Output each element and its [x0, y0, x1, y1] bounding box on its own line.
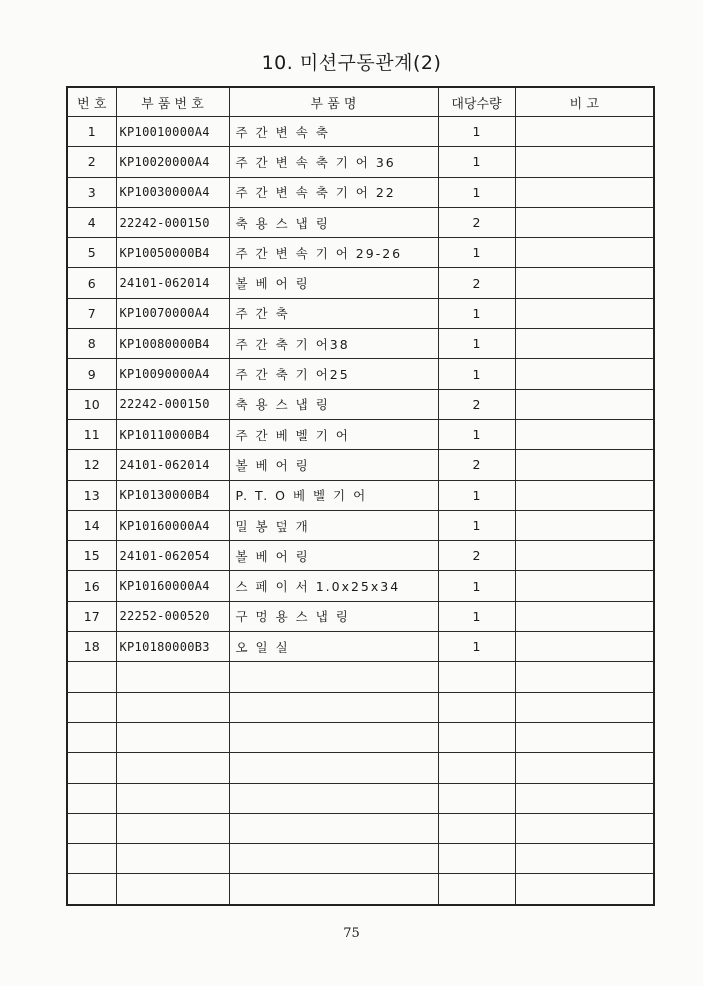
- cell-name: 축 용 스 냅 링: [229, 389, 438, 419]
- table-row: [67, 359, 654, 389]
- header-part-no: 부 품 번 호: [116, 87, 229, 117]
- cell-name: 볼 베 어 링: [229, 268, 438, 298]
- cell-qty: 1: [438, 298, 515, 328]
- cell-no: 9: [67, 359, 116, 389]
- empty-cell: [515, 844, 654, 874]
- cell-no: 12: [67, 450, 116, 480]
- cell-part-no: 22242-000150: [116, 207, 229, 237]
- table-row: [67, 389, 654, 419]
- cell-remark: [515, 571, 654, 601]
- cell-remark: [515, 177, 654, 207]
- cell-remark: [515, 480, 654, 510]
- empty-cell: [67, 813, 116, 843]
- parts-table: [66, 86, 655, 906]
- empty-cell: [515, 722, 654, 752]
- cell-no: 7: [67, 298, 116, 328]
- table-row: [67, 268, 654, 298]
- cell-no: 4: [67, 207, 116, 237]
- cell-remark: [515, 541, 654, 571]
- cell-remark: [515, 117, 654, 147]
- cell-qty: 1: [438, 601, 515, 631]
- cell-no: 15: [67, 541, 116, 571]
- cell-remark: [515, 510, 654, 540]
- cell-part-no: KP10070000A4: [116, 298, 229, 328]
- cell-part-no: 22242-000150: [116, 389, 229, 419]
- empty-cell: [229, 874, 438, 905]
- cell-remark: [515, 329, 654, 359]
- table-row: [67, 510, 654, 540]
- cell-name: 축 용 스 냅 링: [229, 207, 438, 237]
- empty-row: [67, 783, 654, 813]
- empty-cell: [67, 692, 116, 722]
- empty-cell: [515, 753, 654, 783]
- cell-no: 18: [67, 632, 116, 662]
- cell-no: 17: [67, 601, 116, 631]
- empty-cell: [515, 783, 654, 813]
- empty-cell: [515, 813, 654, 843]
- empty-cell: [438, 753, 515, 783]
- cell-remark: [515, 298, 654, 328]
- empty-row: [67, 722, 654, 752]
- empty-cell: [438, 783, 515, 813]
- empty-cell: [67, 783, 116, 813]
- empty-cell: [116, 783, 229, 813]
- cell-qty: 1: [438, 238, 515, 268]
- header-qty: 대당수량: [438, 87, 515, 117]
- empty-row: [67, 662, 654, 692]
- table-row: [67, 541, 654, 571]
- cell-part-no: 24101-062014: [116, 268, 229, 298]
- cell-no: 13: [67, 480, 116, 510]
- cell-qty: 1: [438, 147, 515, 177]
- cell-part-no: KP10130000B4: [116, 480, 229, 510]
- empty-cell: [116, 753, 229, 783]
- empty-row: [67, 813, 654, 843]
- cell-name: 주 간 변 속 축 기 어 36: [229, 147, 438, 177]
- empty-cell: [116, 722, 229, 752]
- empty-cell: [229, 783, 438, 813]
- cell-remark: [515, 207, 654, 237]
- table-row: [67, 419, 654, 449]
- header-name: 부 품 명: [229, 87, 438, 117]
- header-no: 번 호: [67, 87, 116, 117]
- empty-cell: [67, 662, 116, 692]
- cell-no: 2: [67, 147, 116, 177]
- cell-no: 16: [67, 571, 116, 601]
- cell-qty: 2: [438, 450, 515, 480]
- cell-remark: [515, 238, 654, 268]
- empty-cell: [116, 844, 229, 874]
- empty-cell: [67, 753, 116, 783]
- empty-cell: [438, 722, 515, 752]
- empty-cell: [229, 722, 438, 752]
- cell-name: 주 간 변 속 축 기 어 22: [229, 177, 438, 207]
- cell-qty: 1: [438, 571, 515, 601]
- cell-name: 밀 봉 덮 개: [229, 510, 438, 540]
- table-row: [67, 298, 654, 328]
- cell-name: 볼 베 어 링: [229, 450, 438, 480]
- table-row: [67, 177, 654, 207]
- cell-part-no: KP10160000A4: [116, 510, 229, 540]
- empty-cell: [438, 692, 515, 722]
- cell-part-no: KP10090000A4: [116, 359, 229, 389]
- empty-row: [67, 753, 654, 783]
- cell-no: 6: [67, 268, 116, 298]
- cell-qty: 1: [438, 480, 515, 510]
- cell-name: P. T. O 베 벨 기 어: [229, 480, 438, 510]
- header-row: [67, 87, 654, 117]
- cell-qty: 1: [438, 419, 515, 449]
- cell-part-no: KP10080000B4: [116, 329, 229, 359]
- empty-cell: [116, 813, 229, 843]
- cell-name: 주 간 축 기 어25: [229, 359, 438, 389]
- cell-name: 주 간 변 속 기 어 29-26: [229, 238, 438, 268]
- empty-cell: [515, 692, 654, 722]
- cell-qty: 2: [438, 207, 515, 237]
- table-row: [67, 632, 654, 662]
- cell-part-no: 24101-062054: [116, 541, 229, 571]
- cell-qty: 1: [438, 177, 515, 207]
- table-row: [67, 329, 654, 359]
- empty-cell: [438, 874, 515, 905]
- cell-qty: 1: [438, 117, 515, 147]
- cell-qty: 1: [438, 632, 515, 662]
- cell-remark: [515, 419, 654, 449]
- cell-part-no: KP10030000A4: [116, 177, 229, 207]
- cell-name: 주 간 축: [229, 298, 438, 328]
- cell-name: 볼 베 어 링: [229, 541, 438, 571]
- page-title: 10. 미션구동관계(2): [261, 52, 442, 74]
- empty-row: [67, 844, 654, 874]
- cell-no: 8: [67, 329, 116, 359]
- table-row: [67, 147, 654, 177]
- empty-cell: [229, 813, 438, 843]
- cell-name: 주 간 변 속 축: [229, 117, 438, 147]
- empty-cell: [67, 844, 116, 874]
- empty-cell: [229, 753, 438, 783]
- empty-cell: [229, 692, 438, 722]
- cell-no: 5: [67, 238, 116, 268]
- cell-qty: 2: [438, 541, 515, 571]
- cell-remark: [515, 389, 654, 419]
- empty-cell: [116, 662, 229, 692]
- empty-row: [67, 692, 654, 722]
- cell-part-no: KP10180000B3: [116, 632, 229, 662]
- header-remark: 비 고: [515, 87, 654, 117]
- cell-remark: [515, 601, 654, 631]
- empty-cell: [229, 662, 438, 692]
- empty-cell: [438, 662, 515, 692]
- cell-name: 오 일 실: [229, 632, 438, 662]
- cell-remark: [515, 268, 654, 298]
- cell-part-no: KP10050000B4: [116, 238, 229, 268]
- empty-cell: [116, 874, 229, 905]
- empty-row: [67, 874, 654, 905]
- cell-part-no: 24101-062014: [116, 450, 229, 480]
- cell-name: 스 페 이 서 1.0x25x34: [229, 571, 438, 601]
- cell-part-no: KP10160000A4: [116, 571, 229, 601]
- cell-name: 주 간 축 기 어38: [229, 329, 438, 359]
- cell-no: 11: [67, 419, 116, 449]
- empty-cell: [438, 813, 515, 843]
- empty-cell: [229, 844, 438, 874]
- cell-remark: [515, 450, 654, 480]
- table-row: [67, 238, 654, 268]
- empty-cell: [438, 844, 515, 874]
- table-row: [67, 601, 654, 631]
- cell-qty: 1: [438, 510, 515, 540]
- cell-part-no: KP10020000A4: [116, 147, 229, 177]
- cell-remark: [515, 632, 654, 662]
- table-row: [67, 571, 654, 601]
- empty-cell: [67, 874, 116, 905]
- cell-no: 10: [67, 389, 116, 419]
- cell-part-no: KP10110000B4: [116, 419, 229, 449]
- table-row: [67, 117, 654, 147]
- cell-remark: [515, 147, 654, 177]
- cell-remark: [515, 359, 654, 389]
- empty-cell: [116, 692, 229, 722]
- cell-part-no: KP10010000A4: [116, 117, 229, 147]
- cell-qty: 1: [438, 329, 515, 359]
- cell-no: 3: [67, 177, 116, 207]
- cell-no: 1: [67, 117, 116, 147]
- cell-qty: 2: [438, 268, 515, 298]
- cell-qty: 2: [438, 389, 515, 419]
- empty-cell: [515, 662, 654, 692]
- table-row: [67, 480, 654, 510]
- table-row: [67, 450, 654, 480]
- cell-part-no: 22252-000520: [116, 601, 229, 631]
- page-number: 75: [343, 926, 360, 941]
- cell-name: 주 간 베 벨 기 어: [229, 419, 438, 449]
- cell-name: 구 멍 용 스 냅 링: [229, 601, 438, 631]
- cell-qty: 1: [438, 359, 515, 389]
- cell-no: 14: [67, 510, 116, 540]
- empty-cell: [515, 874, 654, 905]
- empty-cell: [67, 722, 116, 752]
- table-row: [67, 207, 654, 237]
